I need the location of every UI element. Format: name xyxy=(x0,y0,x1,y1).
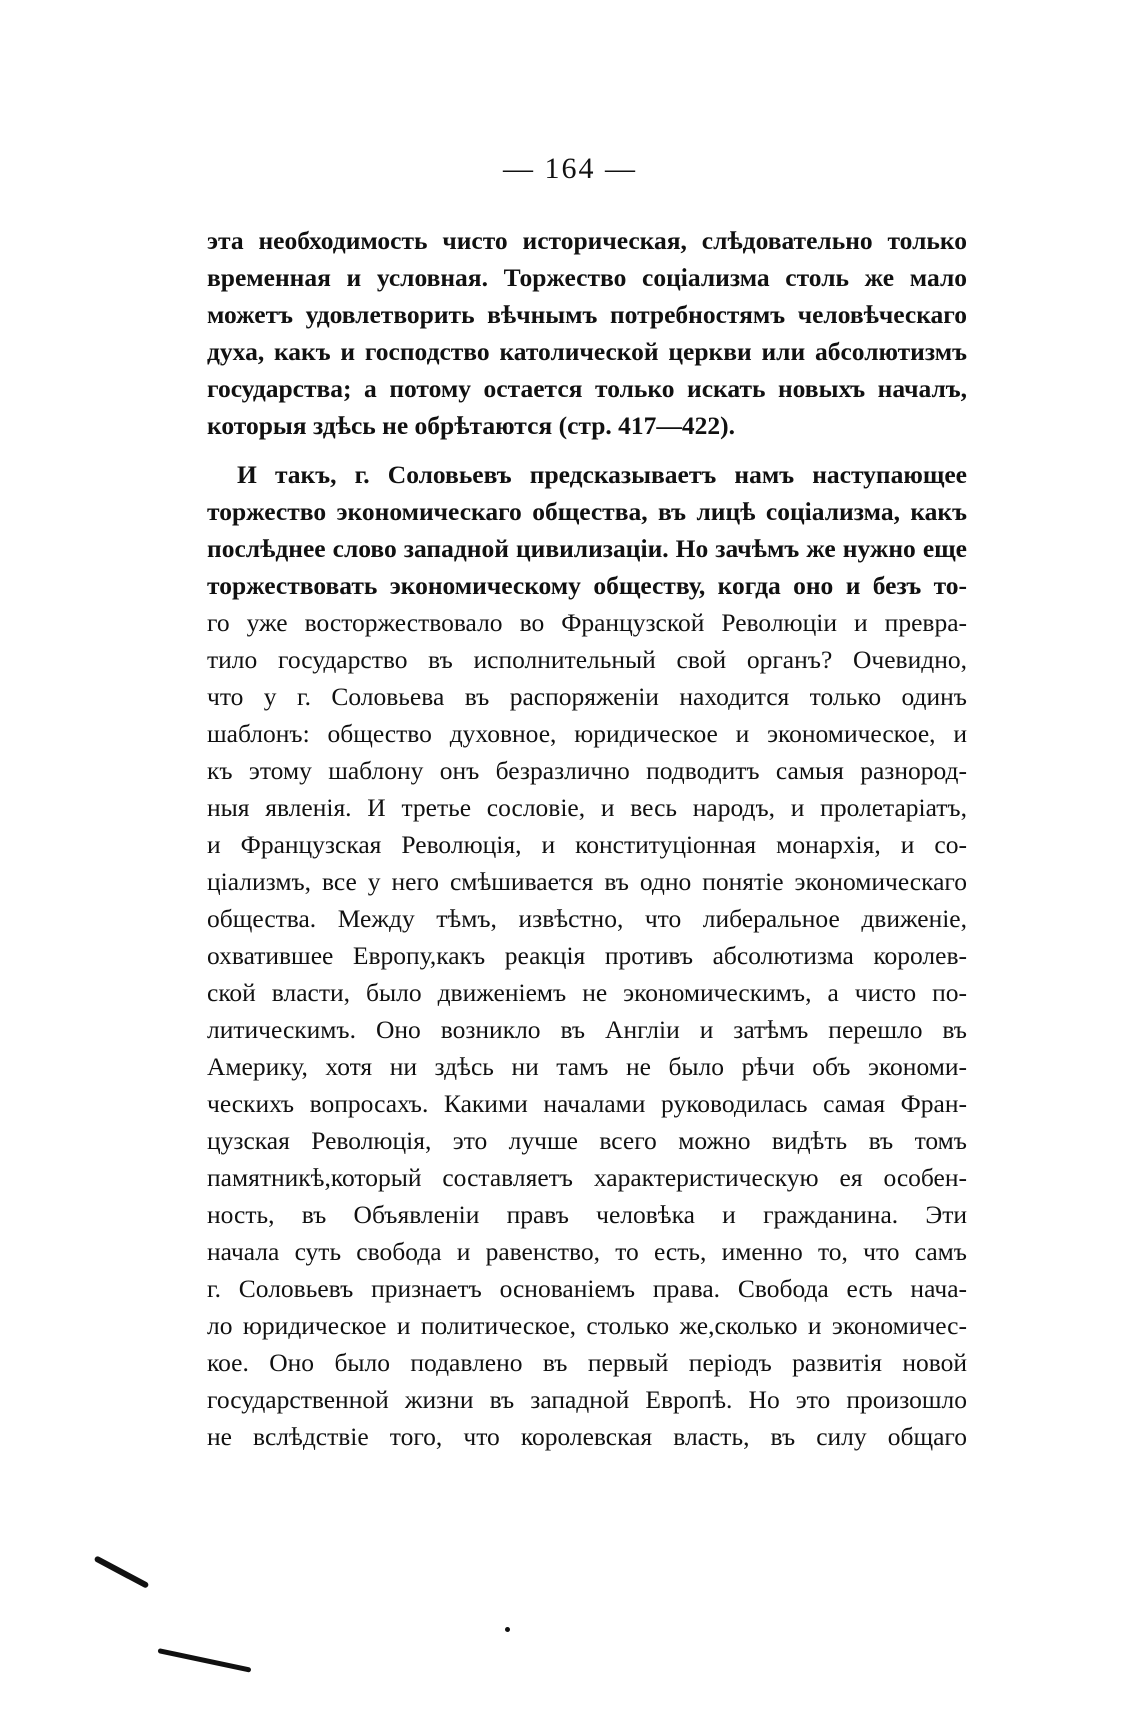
page-number: — 164 — xyxy=(503,152,637,185)
text-line: ность, въ Объявленіи правъ человѣка и гражданина. Эти xyxy=(207,1200,967,1229)
text-line: ской власти, было движеніемъ не экономическимъ, а чисто по- xyxy=(207,978,967,1007)
text-line: общества. Между тѣмъ, извѣстно, что либеральное движеніе, xyxy=(207,904,967,933)
text-line: г. Соловьевъ признаетъ основаніемъ права. Свобода есть нача- xyxy=(207,1274,967,1303)
text-line: государства; а потому остается только искать новыхъ началъ, xyxy=(207,374,967,403)
text-line: го уже восторжествовало во Французской Революціи и превра- xyxy=(207,608,967,637)
text-line: И такъ, г. Соловьевъ предсказываетъ намъ наступающее xyxy=(237,460,967,489)
scan-artifact xyxy=(94,1555,150,1588)
text-line: можетъ удовлетворить вѣчнымъ потребностямъ человѣческаго xyxy=(207,300,967,329)
text-line: охватившее Европу,какъ реакція противъ абсолютизма королев- xyxy=(207,941,967,970)
text-line: ческихъ вопросахъ. Какими началами руководилась самая Фран- xyxy=(207,1089,967,1118)
text-line: памятникѣ,который составляетъ характеристическую ея особен- xyxy=(207,1163,967,1192)
text-line: государственной жизни въ западной Европѣ. Но это произошло xyxy=(207,1385,967,1414)
text-line: литическимъ. Оно возникло въ Англіи и затѣмъ перешло въ xyxy=(207,1015,967,1044)
text-line: торжествовать экономическому обществу, когда оно и безъ то- xyxy=(207,571,967,600)
text-line: ныя явленія. И третье сословіе, и весь народъ, и пролетаріатъ, xyxy=(207,793,967,822)
text-line: эта необходимость чисто историческая, слѣдовательно только xyxy=(207,226,967,255)
paragraph-1 xyxy=(207,222,967,444)
text-line: къ этому шаблону онъ безразлично подводитъ самыя разнород- xyxy=(207,756,967,785)
text-line: начала суть свобода и равенство, то есть, именно то, что самъ xyxy=(207,1237,967,1266)
text-line: ло юридическое и политическое, столько же,сколько и экономичес- xyxy=(207,1311,967,1340)
text-line: тило государство въ исполнительный свой органъ? Очевидно, xyxy=(207,645,967,674)
body-text xyxy=(207,222,967,1455)
text-line: торжество экономическаго общества, въ лицѣ соціализма, какъ xyxy=(207,497,967,526)
text-line: послѣднее слово западной цивилизаціи. Но зачѣмъ же нужно еще xyxy=(207,534,967,563)
text-line: ціализмъ, все у него смѣшивается въ одно понятіе экономическаго xyxy=(207,867,967,896)
text-line: не вслѣдствіе того, что королевская власть, въ силу общаго xyxy=(207,1422,967,1451)
text-line: и Французская Революція, и конституціонная монархія, и со- xyxy=(207,830,967,859)
scan-artifact xyxy=(157,1648,251,1673)
scan-artifact xyxy=(505,1627,510,1632)
text-line: шаблонъ: общество духовное, юридическое и экономическое, и xyxy=(207,719,967,748)
text-line: временная и условная. Торжество соціализма столь же мало xyxy=(207,263,967,292)
text-line: духа, какъ и господство католической церкви или абсолютизмъ xyxy=(207,337,967,366)
paragraph-2 xyxy=(207,456,967,1455)
text-line: которыя здѣсь не обрѣтаются (стр. 417—422). xyxy=(207,411,736,440)
text-line: Америку, хотя ни здѣсь ни тамъ не было рѣчи объ экономи- xyxy=(207,1052,967,1081)
text-line: кое. Оно было подавлено въ первый періодъ развитія новой xyxy=(207,1348,967,1377)
text-line: что у г. Соловьева въ распоряженіи находится только одинъ xyxy=(207,682,967,711)
text-line: цузская Революція, это лучше всего можно видѣть въ томъ xyxy=(207,1126,967,1155)
